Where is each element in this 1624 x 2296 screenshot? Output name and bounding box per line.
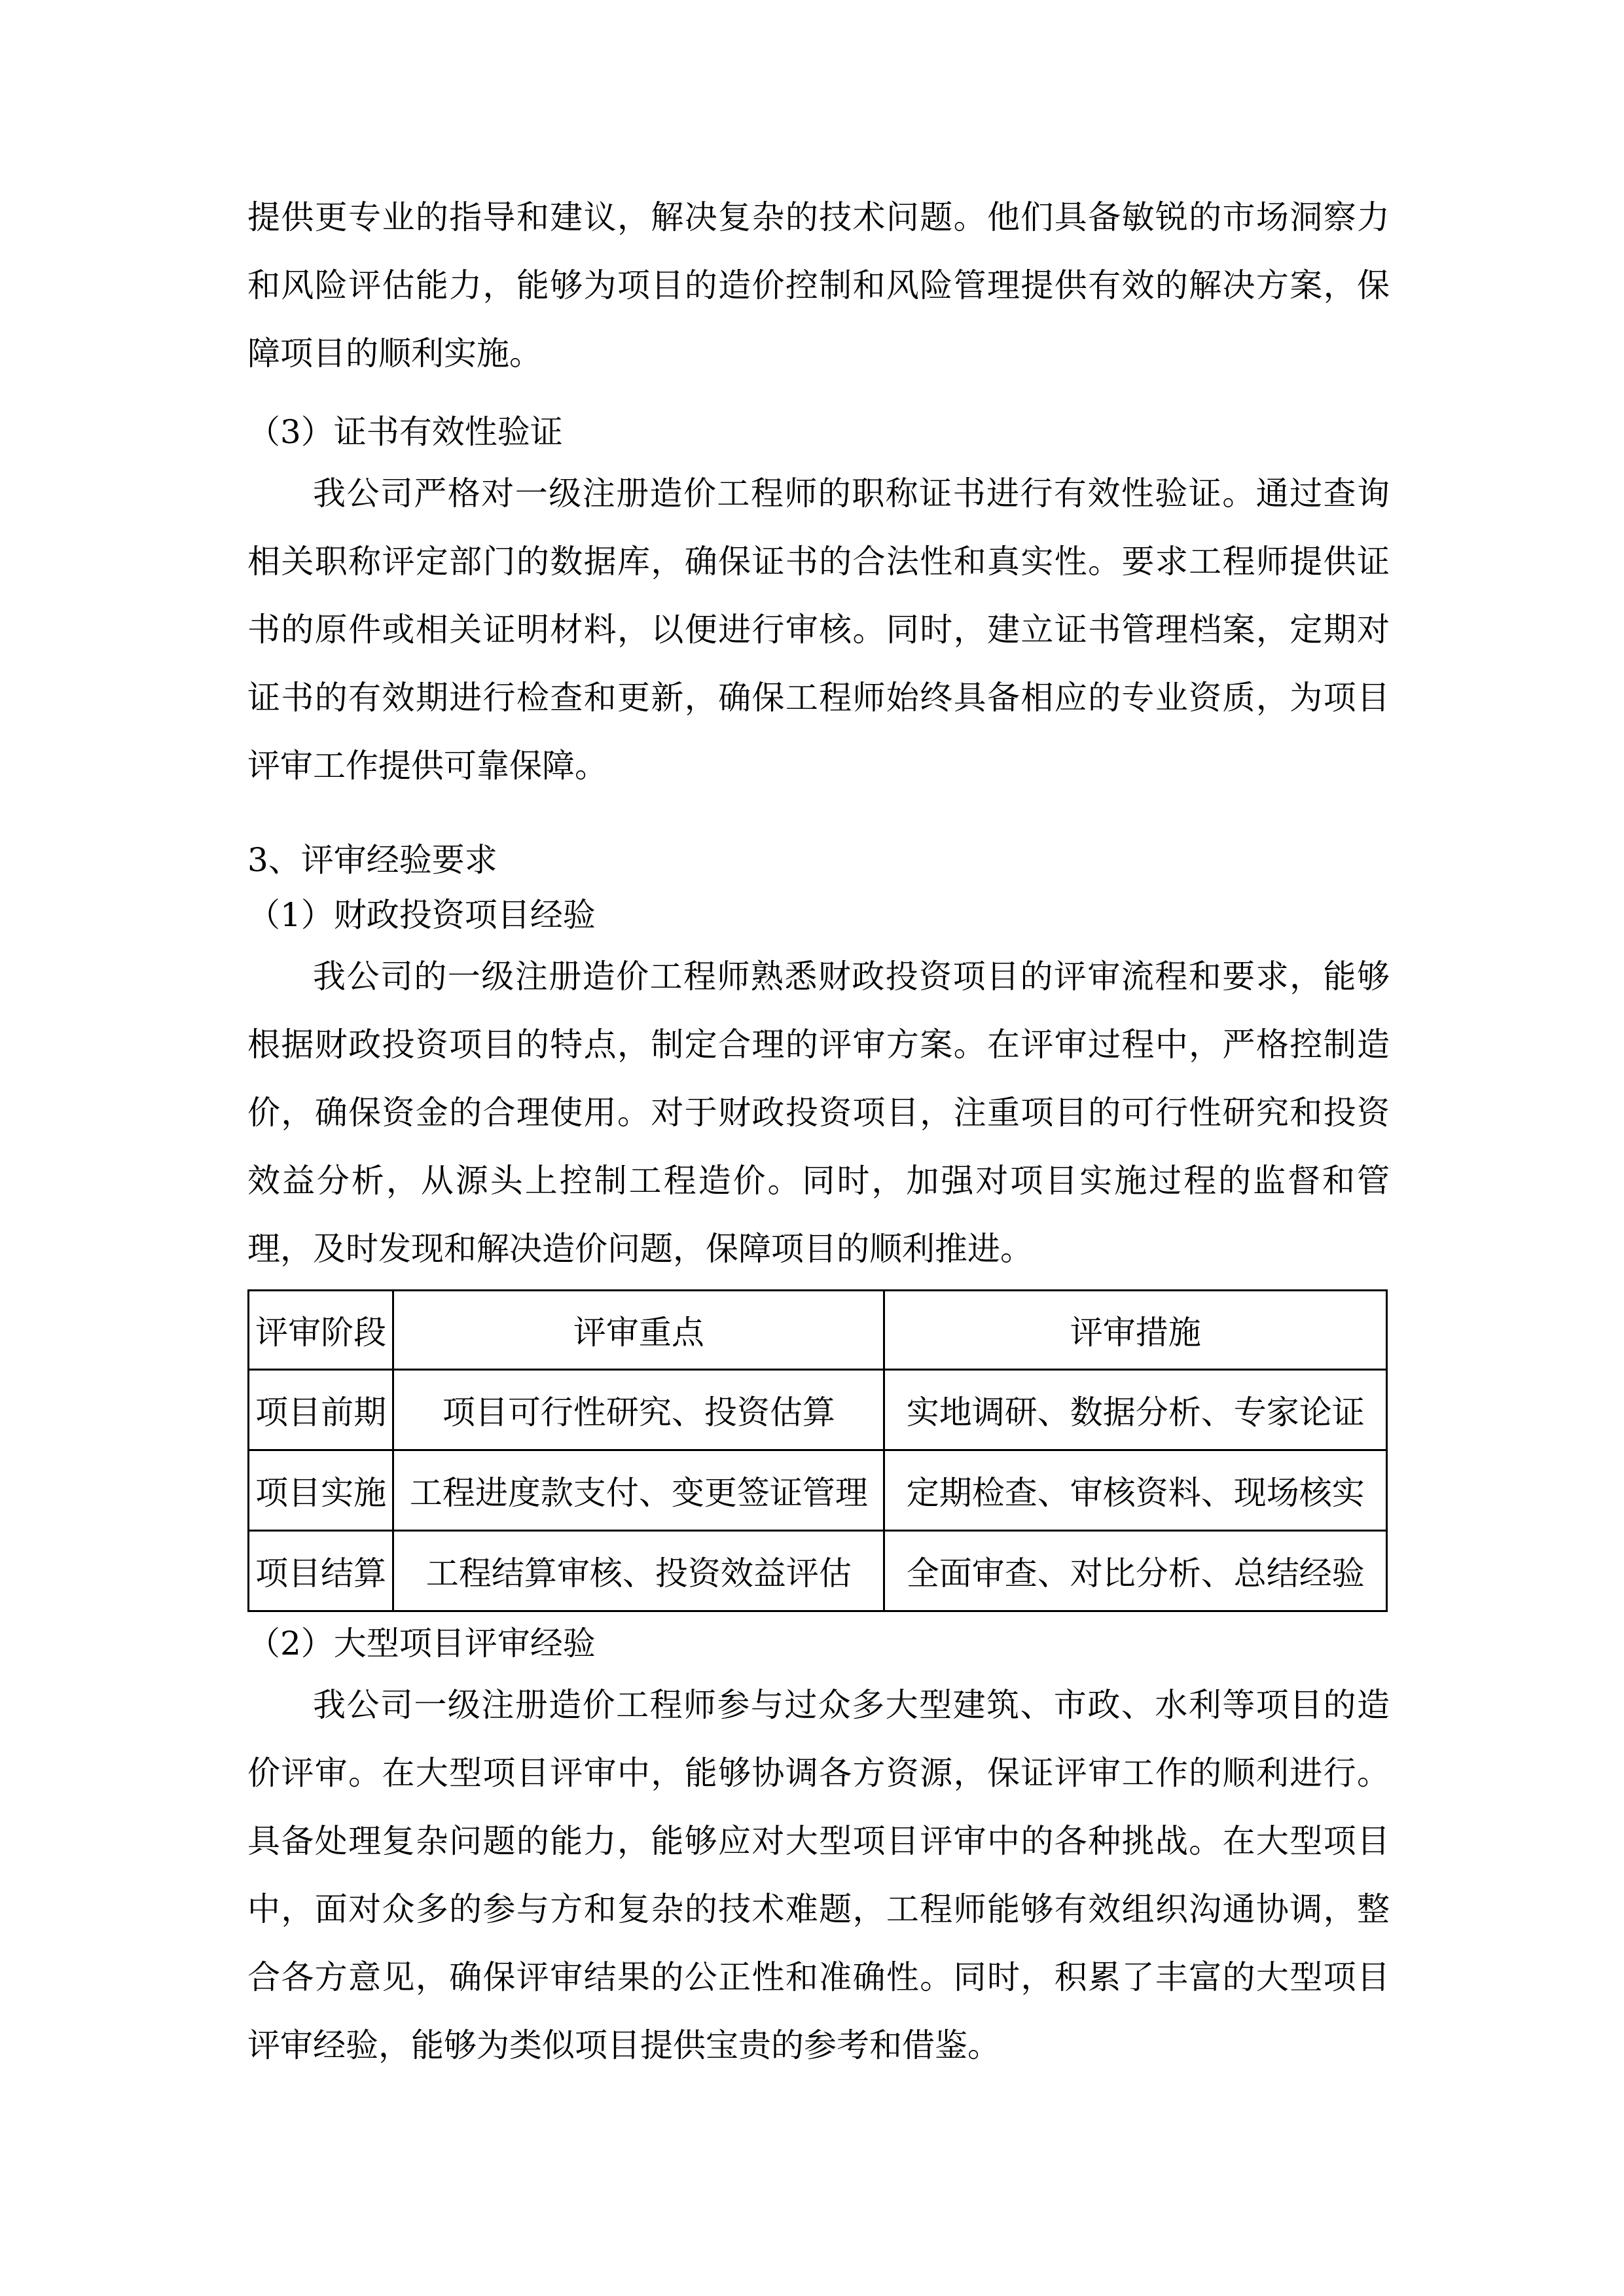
table-cell: 项目结算 [249,1531,393,1611]
table-cell: 工程结算审核、投资效益评估 [393,1531,884,1611]
table-cell: 项目前期 [249,1370,393,1450]
fiscal-project-heading: （1）财政投资项目经验 [247,896,596,934]
table-cell: 项目可行性研究、投资估算 [393,1370,884,1450]
cert-validity-heading: （3）证书有效性验证 [247,413,563,451]
document-page [247,183,1390,2079]
table-header-cell: 评审措施 [884,1291,1387,1370]
large-project-paragraph: 我公司一级注册造价工程师参与过众多大型建筑、市政、水利等项目的造价评审。在大型项目评审中，能够协调各方资源，保证评审工作的顺利进行。具备处理复杂问题的能力，能够应对大型项目评审中的各种挑战。在大型项目中，面对众多的参与方和复杂的技术难题，工程师能够有效组织沟通协调，整合各方意见，确保评审结果的公正性和准确性。同时，积累了丰富的大型项目评审经验，能够为类似项目提供宝贵的参考和借鉴。 [247,1686,1390,2064]
intro-paragraph: 提供更专业的指导和建议，解决复杂的技术问题。他们具备敏锐的市场洞察力和风险评估能力，能够为项目的造价控制和风险管理提供有效的解决方案，保障项目的顺利实施。 [247,198,1390,372]
table-cell: 实地调研、数据分析、专家论证 [884,1370,1387,1450]
table-cell: 工程进度款支付、变更签证管理 [393,1450,884,1531]
large-project-heading: （2）大型项目评审经验 [247,1624,596,1662]
table-row [249,1370,1387,1450]
table-row [249,1450,1387,1531]
table-header-cell: 评审重点 [393,1291,884,1370]
review-experience-heading: 3、评审经验要求 [247,841,497,879]
table-row [249,1531,1387,1611]
table-cell: 全面审查、对比分析、总结经验 [884,1531,1387,1611]
review-stage-table [247,1289,1388,1612]
table-cell: 项目实施 [249,1450,393,1531]
table-header-cell: 评审阶段 [249,1291,393,1370]
table-cell: 定期检查、审核资料、现场核实 [884,1450,1387,1531]
fiscal-project-paragraph: 我公司的一级注册造价工程师熟悉财政投资项目的评审流程和要求，能够根据财政投资项目的特点，制定合理的评审方案。在评审过程中，严格控制造价，确保资金的合理使用。对于财政投资项目，注重项目的可行性研究和投资效益分析，从源头上控制工程造价。同时，加强对项目实施过程的监督和管理，及时发现和解决造价问题，保障项目的顺利推进。 [247,958,1390,1268]
table-header-row [249,1291,1387,1370]
cert-validity-paragraph: 我公司严格对一级注册造价工程师的职称证书进行有效性验证。通过查询相关职称评定部门的数据库，确保证书的合法性和真实性。要求工程师提供证书的原件或相关证明材料，以便进行审核。同时，建立证书管理档案，定期对证书的有效期进行检查和更新，确保工程师始终具备相应的专业资质，为项目评审工作提供可靠保障。 [247,475,1390,785]
